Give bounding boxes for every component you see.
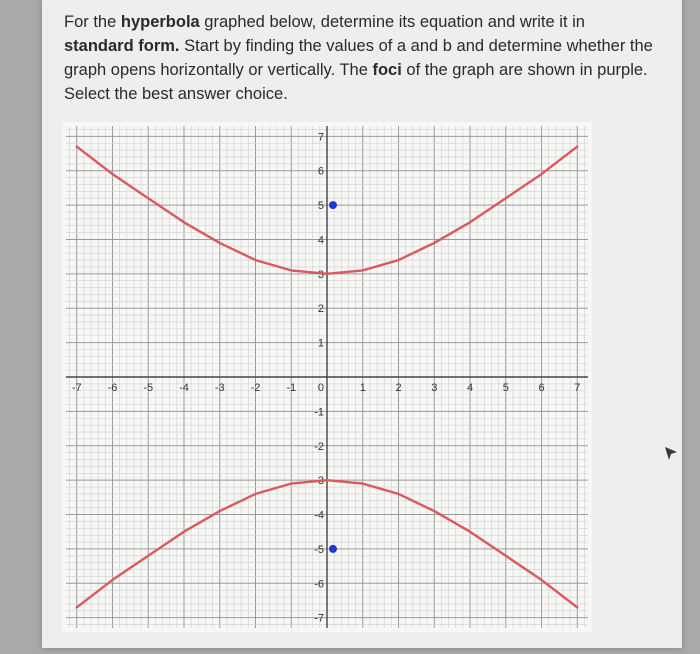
y-tick-label: 7 [317,131,324,144]
y-tick-label: -3 [314,475,324,488]
prompt-bold-foci: foci [372,61,402,79]
mouse-cursor-icon [664,446,678,462]
x-tick-label: -4 [179,382,189,394]
y-tick-label: -2 [314,440,324,453]
origin-label: 0 [317,382,324,394]
x-tick-label: 7 [574,382,581,394]
y-tick-label: 1 [317,337,324,350]
x-tick-label: -3 [214,382,225,394]
prompt-text-1: For the [64,13,121,31]
question-prompt [64,10,664,106]
prompt-text-3: Start by finding the values of a and b and determine whether the graph opens horizontally or vertically. The [64,37,653,79]
y-tick-label: 3 [317,268,324,281]
x-tick-label: 4 [466,382,474,394]
y-tick-label: -1 [314,406,324,419]
x-tick-label: 5 [502,382,509,394]
x-tick-label: 1 [359,382,366,394]
y-tick-label: -7 [314,612,324,625]
x-tick-label: -6 [107,382,118,394]
x-tick-label: -7 [71,382,82,394]
x-tick-label: -2 [250,382,261,394]
x-tick-label: 3 [431,382,438,394]
question-sheet [42,0,682,648]
x-tick-label: -5 [143,382,154,394]
x-tick-label: 2 [395,382,402,394]
y-tick-label: 5 [317,200,324,213]
prompt-text-4: of the graph are shown in purple. Select the best answer choice. [64,61,648,103]
y-tick-label: -5 [314,543,324,556]
y-tick-label: 2 [317,303,324,316]
focus-point-lower [329,545,337,553]
prompt-bold-standard-form: standard form. [64,37,180,55]
y-tick-label: 6 [317,165,324,178]
y-tick-label: -6 [314,578,324,591]
x-tick-label: -1 [286,382,297,394]
prompt-bold-hyperbola: hyperbola [120,13,200,31]
focus-point-upper [329,201,337,209]
y-tick-label: -4 [314,509,324,522]
hyperbola-graph [62,122,592,632]
x-tick-label: 6 [538,382,545,394]
y-tick-label: 4 [317,234,324,247]
prompt-text-2: graphed below, determine its equation and write it in [199,13,585,31]
